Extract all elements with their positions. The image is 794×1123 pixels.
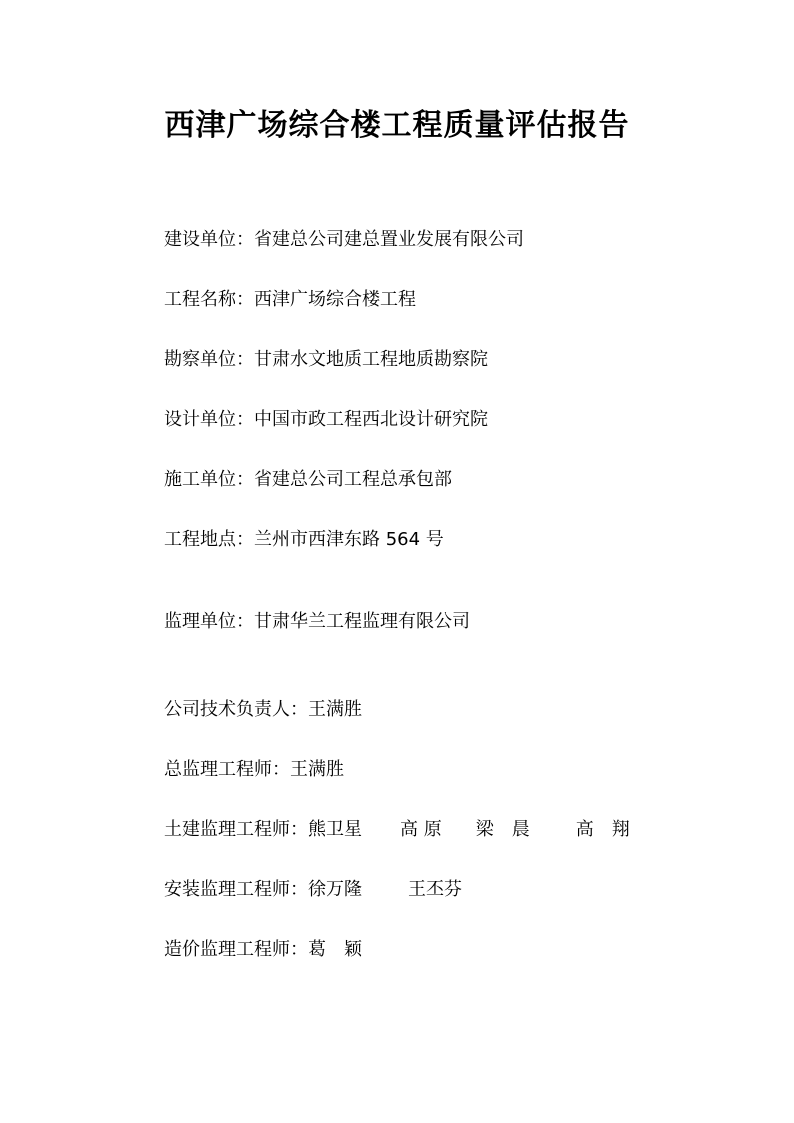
project-name-line: 工程名称：西津广场综合楼工程 [164,289,416,310]
location-line: 工程地点：兰州市西津东路 564 号 [164,529,444,550]
report-title: 西津广场综合楼工程质量评估报告 [164,108,630,143]
installation-engineer-name: 王丕芬 [408,879,462,900]
civil-engineer-name: 高 翔 [575,819,630,840]
civil-engineers-label: 土建监理工程师：熊卫星 [164,819,362,840]
technical-head-line: 公司技术负责人：王满胜 [164,699,362,720]
chief-supervisor-line: 总监理工程师：王满胜 [164,759,344,780]
civil-engineers-line [164,818,630,842]
survey-unit-line: 勘察单位：甘肃水文地质工程地质勘察院 [164,349,488,370]
contractor-line: 施工单位：省建总公司工程总承包部 [164,469,452,490]
installation-engineers-line [164,878,462,902]
civil-engineer-name: 梁 晨 [475,819,530,840]
installation-engineers-label: 安装监理工程师：徐万隆 [164,879,362,900]
cost-engineer-line: 造价监理工程师：葛 颖 [164,939,362,960]
construction-unit-line: 建设单位：省建总公司建总置业发展有限公司 [164,229,524,250]
civil-engineer-name: 高 原 [400,819,442,840]
design-unit-line: 设计单位：中国市政工程西北设计研究院 [164,409,488,430]
supervision-unit-line: 监理单位：甘肃华兰工程监理有限公司 [164,611,470,632]
